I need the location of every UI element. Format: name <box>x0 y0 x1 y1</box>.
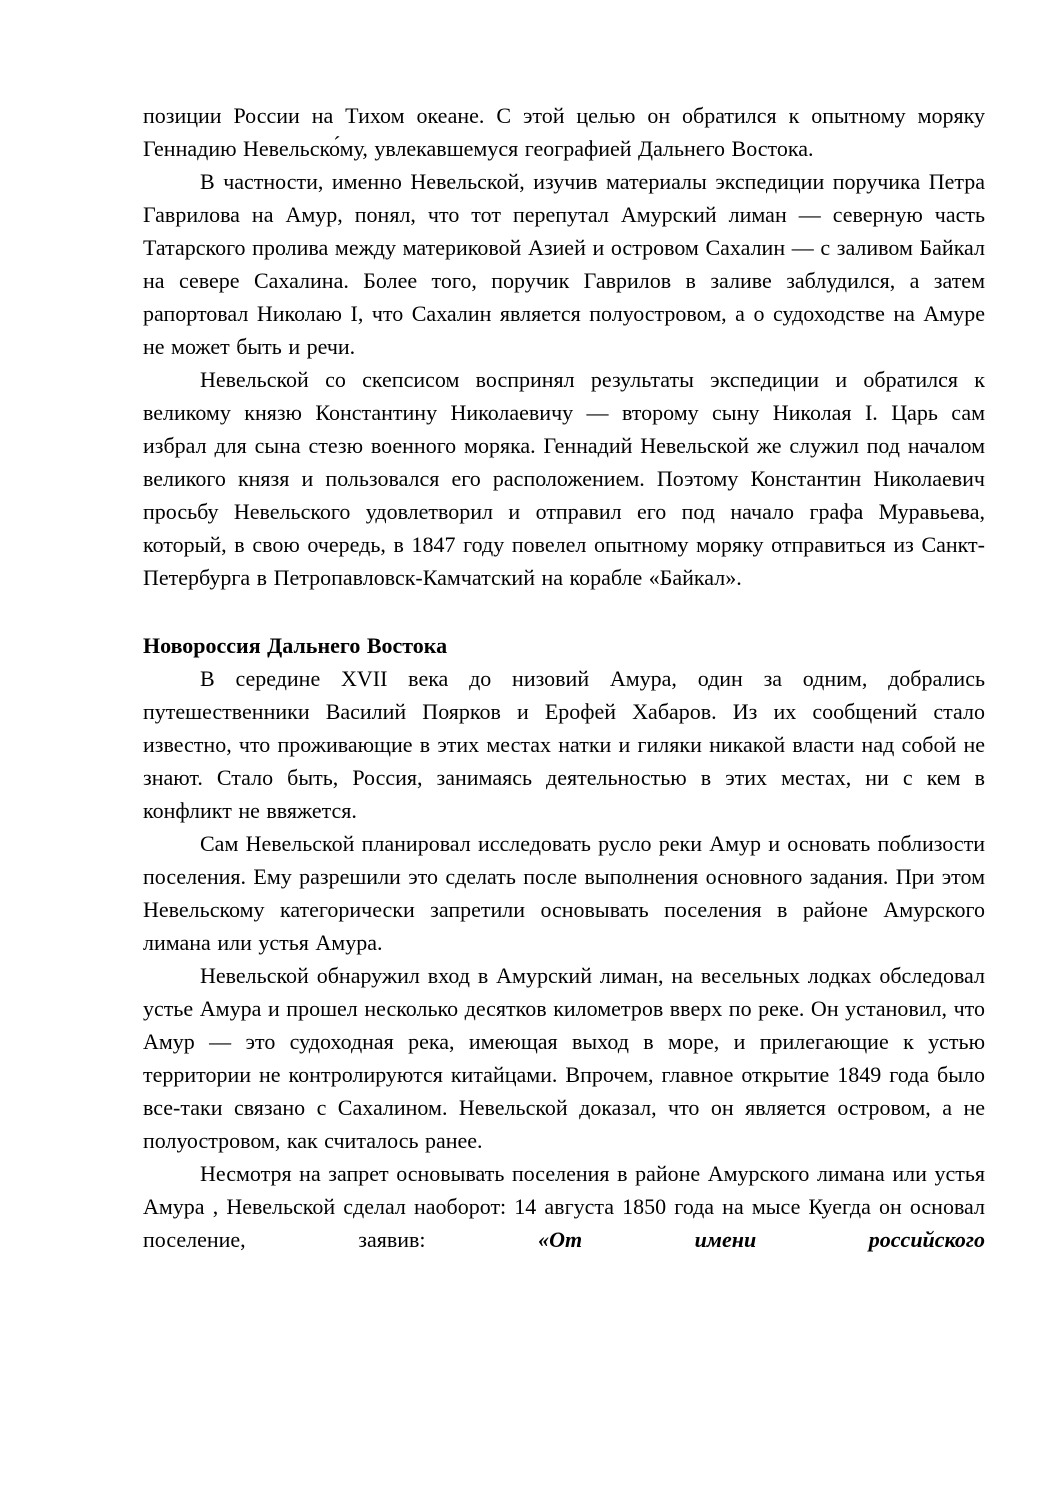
paragraph <box>143 165 985 363</box>
text-block <box>143 99 985 1256</box>
text-run: «От имени российского <box>538 1227 985 1252</box>
paragraph <box>143 1157 985 1256</box>
text-run: Невельской обнаружил вход в Амурский лиман, на весельных лодках обследовал устье Амура и прошел несколько десятков километров вверх по реке. Он установил, что Амур — это судоходная река, имеющая выход в море, и прилегающие к устью территории не контролируются китайцами. Впрочем, главное открытие 1849 года было все-таки связано с Сахалином. Невельской доказал, что он является островом, а не полуостровом, как считалось ранее. <box>143 963 985 1153</box>
section-heading <box>143 629 985 662</box>
paragraph <box>143 959 985 1157</box>
text-run: В частности, именно Невельской, изучив материалы экспедиции поручика Петра Гаврилова на Амур, понял, что тот перепутал Амурский лиман — северную часть Татарского пролива между материковой Азией и островом Сахалин — с заливом Байкал на севере Сахалина. Более того, поручик Гаврилов в заливе заблудился, а затем рапортовал Николаю I, что Сахалин является полуостровом, а о судоходстве на Амуре не может быть и речи. <box>143 169 985 359</box>
paragraph <box>143 662 985 827</box>
paragraph <box>143 363 985 594</box>
text-run: Невельской со скепсисом воспринял результаты экспедиции и обратился к великому князю Константину Николаевичу — второму сыну Николая I. Царь сам избрал для сына стезю военного моряка. Геннадий Невельской же служил под началом великого князя и пользовался его расположением. Поэтому Константин Николаевич просьбу Невельского удовлетворил и отправил его под начало графа Муравьева, который, в свою очередь, в 1847 году повелел опытному моряку отправиться из Санкт-Петербурга в Петропавловск-Камчатский на корабле «Байкал». <box>143 367 985 590</box>
text-run: Сам Невельской планировал исследовать русло реки Амур и основать поблизости поселения. Ему разрешили это сделать после выполнения основного задания. При этом Невельскому категорически запретили основывать поселения в районе Амурского лимана или устья Амура. <box>143 831 985 955</box>
text-run: Несмотря на запрет основывать поселения в районе Амурского лимана или устья Амура , Невельской сделал наоборот: 14 августа 1850 года на мысе Куегда он основал поселение, заявив: <box>143 1161 985 1252</box>
text-run: В середине XVII века до низовий Амура, один за одним, добрались путешественники Василий Поярков и Ерофей Хабаров. Из их сообщений стало известно, что проживающие в этих местах натки и гиляки никакой власти над собой не знают. Стало быть, Россия, занимаясь деятельностью в этих местах, ни с кем в конфликт не ввяжется. <box>143 666 985 823</box>
text-run: позиции России на Тихом океане. С этой целью он обратился к опытному моряку Геннадию Невельско́му, увлекавшемуся географией Дальнего Востока. <box>143 103 985 161</box>
paragraph <box>143 99 985 165</box>
text-run: Новороссия Дальнего Востока <box>143 633 448 658</box>
paragraph <box>143 827 985 959</box>
